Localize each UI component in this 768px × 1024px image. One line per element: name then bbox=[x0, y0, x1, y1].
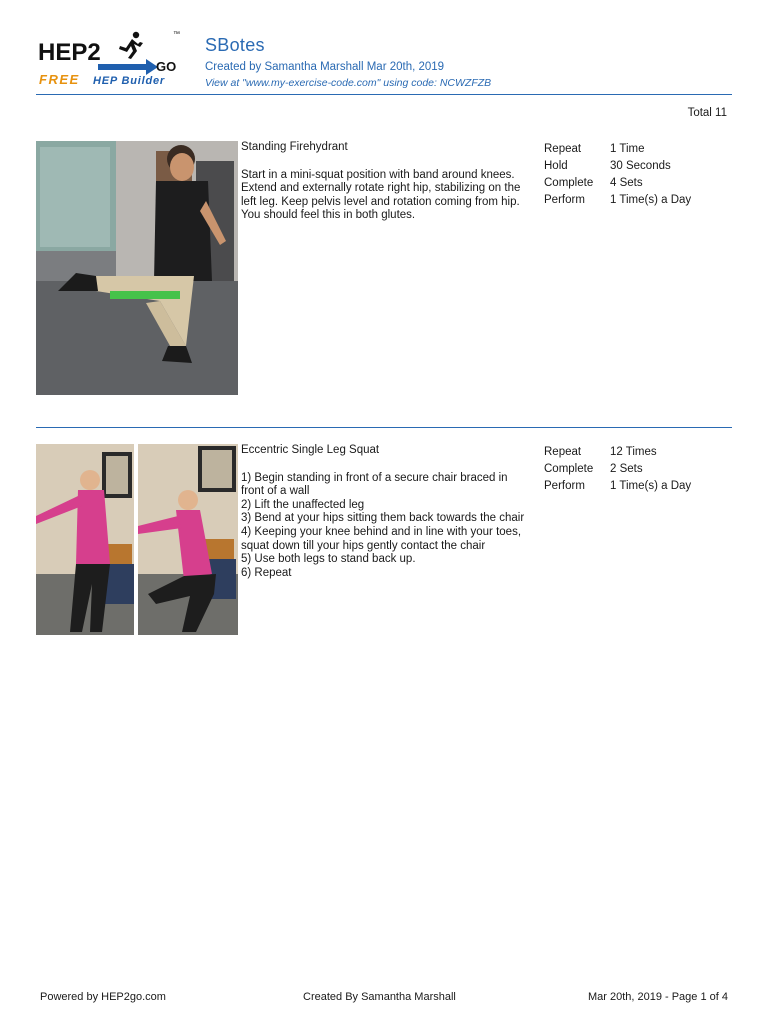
param-label: Perform bbox=[544, 480, 585, 492]
param-label: Complete bbox=[544, 463, 594, 475]
param-label: Complete bbox=[544, 177, 594, 189]
param-row-perform bbox=[544, 478, 691, 495]
created-by-line: Created by Samantha Marshall Mar 20th, 2019 bbox=[205, 61, 445, 73]
footer-created-by: Created By Samantha Marshall bbox=[303, 991, 456, 1003]
param-row-complete bbox=[544, 175, 691, 192]
param-value: 1 Time(s) a Day bbox=[610, 480, 692, 492]
logo-tm: ™ bbox=[173, 31, 180, 38]
param-value: 1 Time(s) a Day bbox=[610, 194, 692, 206]
exercise-body bbox=[241, 141, 531, 223]
runner-icon bbox=[119, 32, 143, 59]
exercise-parameters bbox=[544, 444, 691, 495]
param-value: 2 Sets bbox=[610, 463, 643, 475]
hep2go-logo bbox=[36, 26, 188, 88]
header-divider bbox=[36, 94, 732, 95]
exercise-code-link[interactable]: View at "www.my-exercise-code.com" using code: NCWZFZB bbox=[205, 77, 492, 89]
exercise-parameters bbox=[544, 141, 691, 209]
exercise-name: Standing Firehydrant bbox=[241, 141, 348, 153]
logo-main-text: HEP2 bbox=[38, 39, 101, 66]
exercise-item bbox=[36, 444, 732, 635]
param-value: 1 Time bbox=[610, 143, 645, 155]
logo-builder-text: HEP Builder bbox=[93, 75, 165, 87]
param-value: 4 Sets bbox=[610, 177, 643, 189]
param-row-hold bbox=[544, 158, 691, 175]
param-label: Repeat bbox=[544, 143, 582, 155]
exercise-photo bbox=[36, 141, 238, 395]
logo-arrow bbox=[98, 59, 158, 75]
exercise-total: Total 11 bbox=[687, 107, 727, 119]
exercise-photo bbox=[36, 444, 238, 635]
program-title: SBotes bbox=[205, 35, 265, 55]
document-header bbox=[205, 35, 491, 89]
param-value: 30 Seconds bbox=[610, 160, 671, 172]
exercise-body bbox=[241, 444, 531, 580]
param-row-repeat bbox=[544, 444, 691, 461]
exercise-description: 1) Begin standing in front of a secure chair braced in front of a wall 2) Lift the unaffected leg 3) Bend at your hips sitting them back towards the chair 4) Keeping your knee behind and in line with your toes, squat down till your hips gently contact the chair 5) Use both legs to stand back up. 6) Repeat bbox=[241, 471, 525, 579]
param-row-complete bbox=[544, 461, 691, 478]
param-row-repeat bbox=[544, 141, 691, 158]
exercise-name: Eccentric Single Leg Squat bbox=[241, 444, 380, 456]
param-value: 12 Times bbox=[610, 446, 657, 458]
param-label: Perform bbox=[544, 194, 585, 206]
param-label: Repeat bbox=[544, 446, 582, 458]
logo-free-text: FREE bbox=[39, 72, 80, 87]
param-label: Hold bbox=[544, 160, 568, 172]
hep2go-logo-graphic bbox=[36, 26, 188, 88]
footer-page-info: Mar 20th, 2019 - Page 1 of 4 bbox=[587, 991, 728, 1003]
exercise-item bbox=[36, 141, 732, 395]
param-row-perform bbox=[544, 192, 691, 209]
footer-powered-by[interactable]: Powered by HEP2go.com bbox=[40, 991, 166, 1003]
exercise-description: Start in a mini-squat position with band around knees. Extend and externally rotate right hip, stabilizing on the left leg. Keep pelvis level and rotation coming from hip. You should feel this in both glutes. bbox=[241, 168, 521, 222]
exercise-divider bbox=[36, 427, 732, 428]
logo-go-text: GO bbox=[156, 59, 177, 74]
